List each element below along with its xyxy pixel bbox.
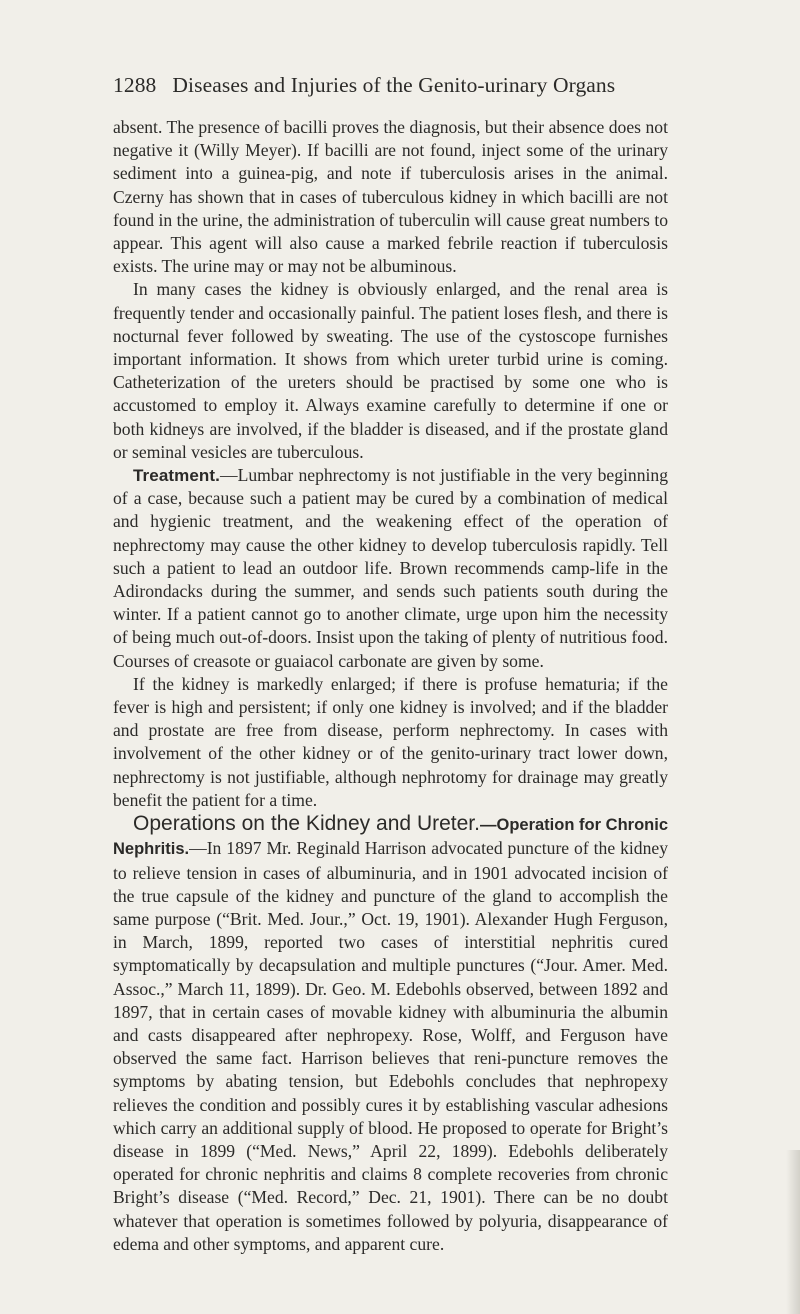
running-head <box>113 72 673 98</box>
paragraph-symptoms: In many cases the kidney is obviously enlarged, and the renal area is frequently tender and occasionally painful. The patient loses flesh, and there is nocturnal fever followed by sweating. The use of the cystoscope furnishes important information. It shows from which ureter turbid urine is coming. Catheterization of the ureters should be practised by some one who is accustomed to employ it. Always examine carefully to determine if one or both kidneys are involved, if the bladder is diseased, and if the prostate gland or seminal vesicles are tuberculous. <box>113 279 668 462</box>
page-edge-shadow <box>786 1150 800 1314</box>
treatment-body: —Lumbar nephrectomy is not justifiable in the very beginning of a case, because such a patient may be cured by a combination of medical and hygienic treatment, and the weakening effect of the operation of nephrectomy may cause the other kidney to develop tuberculosis rapidly. Tell such a patient to lead an outdoor life. Brown recommends camp-life in the Adirondacks during the summer, and sends such patients south during the winter. If a patient cannot go to another climate, urge upon him the necessity of being much out-of-doors. Insist upon the taking of plenty of nutritious food. Courses of creasote or guaiacol carbonate are given by some. <box>113 465 668 671</box>
paragraph-nephrectomy: If the kidney is markedly enlarged; if there is profuse hematuria; if the fever is high and persistent; if only one kidney is involved; and if the bladder and prostate are free from disease, perform nephrectomy. In cases with involvement of the other kidney or of the genito-urinary tract lower down, nephrectomy is not justifiable, although nephrotomy for drainage may greatly benefit the patient for a time. <box>113 673 668 810</box>
chronic-nephritis-subheading: —Operation for Chronic Nephritis. <box>113 816 669 859</box>
paragraph-operations <box>113 812 668 1256</box>
body-text <box>113 116 668 1256</box>
running-title: Diseases and Injuries of the Genito-urinary Organs <box>172 73 616 97</box>
treatment-heading: Treatment. <box>133 466 220 486</box>
page-number: 1288 <box>113 73 157 97</box>
paragraph-treatment <box>113 464 668 673</box>
operations-heading: Operations on the Kidney and Ureter. <box>133 812 480 836</box>
operations-body: —In 1897 Mr. Reginald Harrison advocated puncture of the kidney to relieve tension in cases of albuminuria, and in 1901 advocated incision of the true capsule of the kidney and puncture of the gland to accomplish the same purpose (“Brit. Med. Jour.,” Oct. 19, 1901). Alexander Hugh Ferguson, in March, 1899, reported two cases of interstitial nephritis cured symptomatically by decapsulation and multiple punctures (“Jour. Amer. Med. Assoc.,” March 11, 1899). Dr. Geo. M. Edebohls observed, between 1892 and 1897, that in certain cases of movable kidney with albuminuria the albumin and casts disappeared after nephropexy. Rose, Wolff, and Ferguson have observed the same fact. Harrison believes that reni-puncture removes the symptoms by abating tension, but Edebohls concludes that nephropexy relieves the condition and possibly cures it by establishing vascular adhesions which carry an additional supply of blood. He proposed to operate for Bright’s disease in 1899 (“Med. News,” April 22, 1899). Edebohls deliberately operated for chronic nephritis and claims 8 complete recoveries from chronic Bright’s disease (“Med. Record,” Dec. 21, 1901). There can be no doubt whatever that operation is sometimes followed by polyuria, disappearance of edema and other symptoms, and apparent cure. <box>113 838 668 1254</box>
paragraph-diagnosis: absent. The presence of bacilli proves the diagnosis, but their absence does not negative it (Willy Meyer). If bacilli are not found, inject some of the urinary sediment into a guinea-pig, and note if tuberculosis arises in the animal. Czerny has shown that in cases of tuberculous kidney in which bacilli are not found in the urine, the administration of tuberculin will cause great numbers to appear. This agent will also cause a marked febrile reaction if tuberculosis exists. The urine may or may not be albuminous. <box>113 117 668 277</box>
